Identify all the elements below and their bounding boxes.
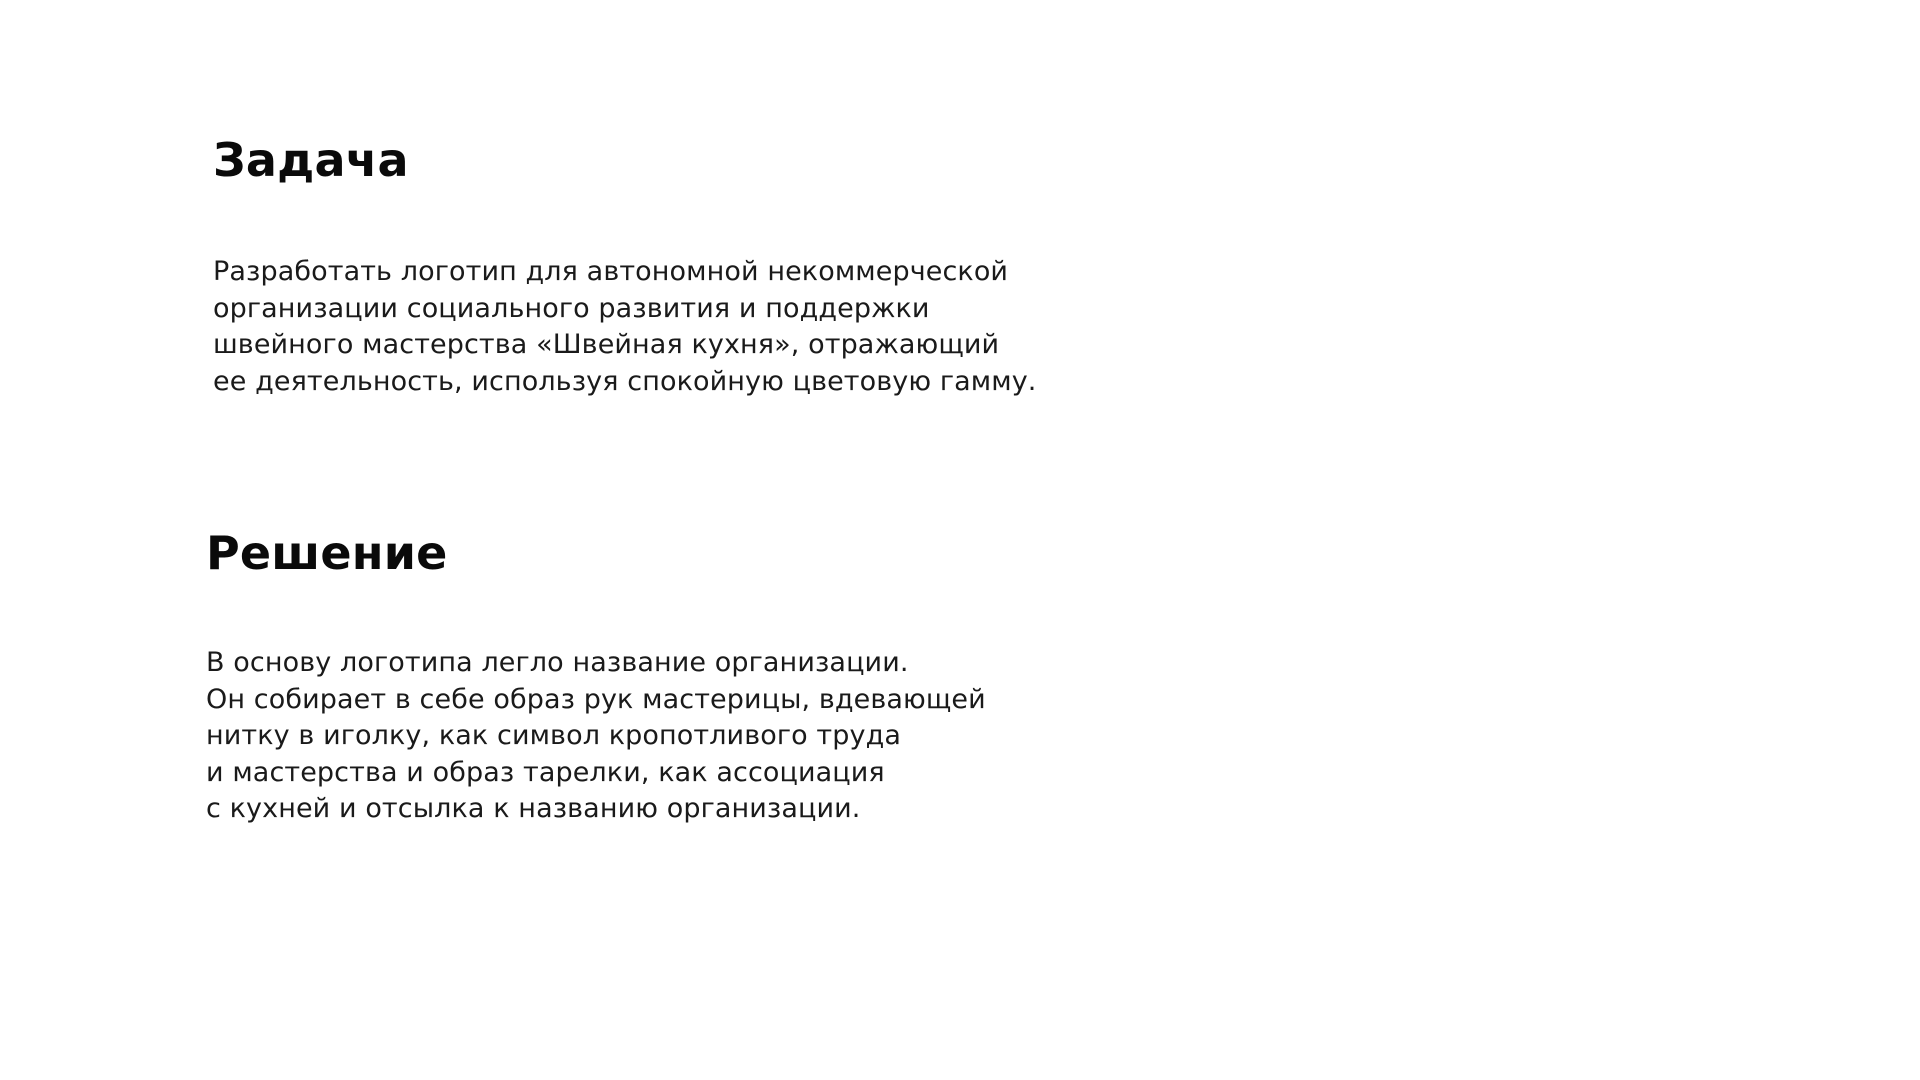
solution-section — [206, 523, 986, 828]
task-section — [213, 130, 1036, 400]
solution-heading: Решение — [206, 526, 448, 580]
solution-line: Он собирает в себе образ рук мастерицы, вдевающей — [206, 683, 986, 715]
solution-line: нитку в иголку, как символ кропотливого труда — [206, 720, 901, 751]
solution-line: В основу логотипа легло название организации. — [206, 647, 909, 678]
task-line: Разработать логотип для автономной некоммерческой — [213, 256, 1009, 287]
solution-description — [206, 645, 986, 828]
task-description — [213, 254, 1036, 400]
task-line: организации социального развития и поддержки — [213, 292, 930, 324]
solution-line: и мастерства и образ тарелки, как ассоциация — [206, 756, 885, 788]
task-line: швейного мастерства «Швейная кухня», отражающий — [213, 329, 1000, 360]
task-line: ее деятельность, используя спокойную цветовую гамму. — [213, 365, 1037, 397]
task-heading: Задача — [213, 133, 409, 187]
solution-line: с кухней и отсылка к названию организации. — [206, 793, 861, 824]
